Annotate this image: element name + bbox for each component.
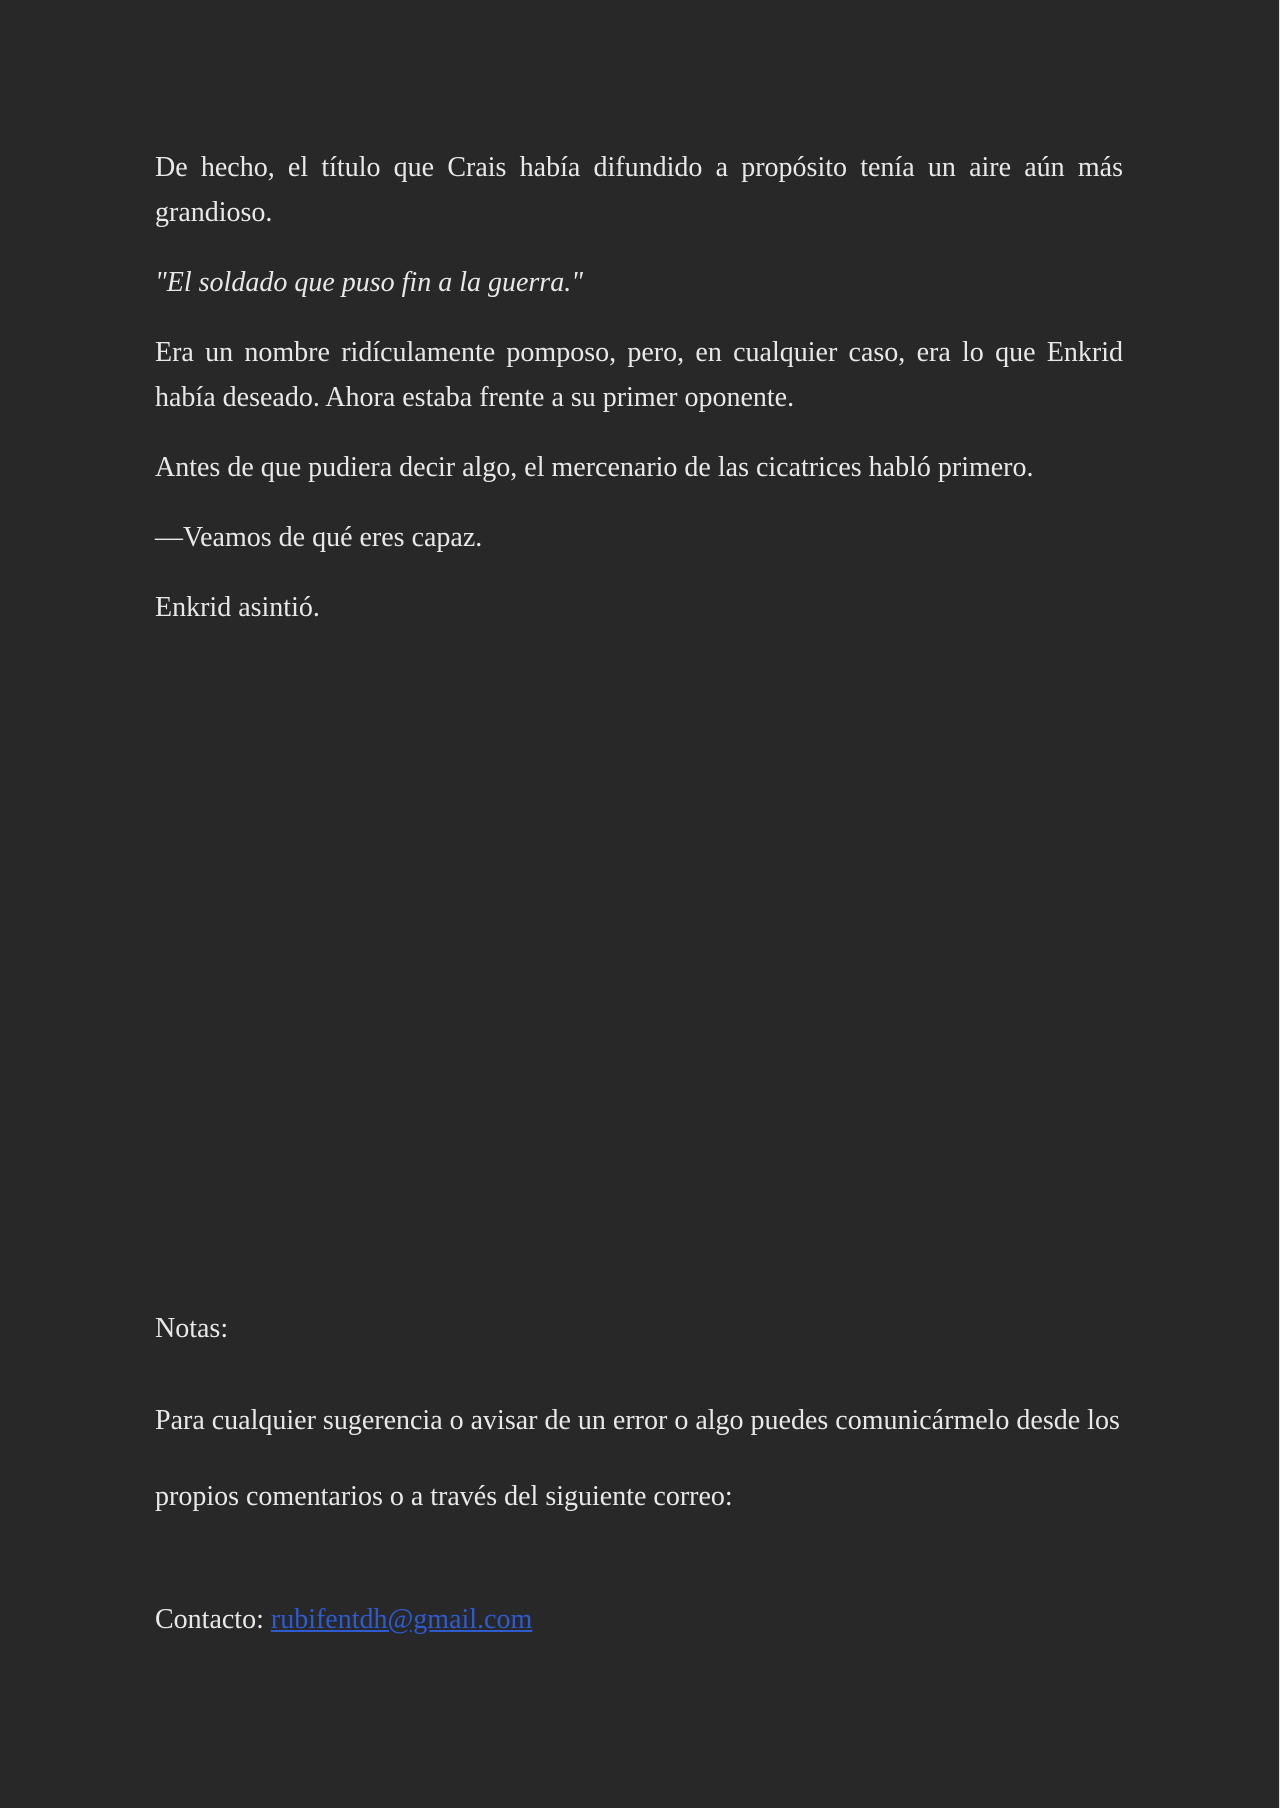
chapter-content bbox=[155, 145, 1123, 655]
paragraph: Era un nombre ridículamente pomposo, pero, en cualquier caso, era lo que Enkrid había deseado. Ahora estaba frente a su primer oponente. bbox=[155, 337, 1123, 413]
contact-label: Contacto: bbox=[155, 1604, 264, 1635]
notes-title: Notas: bbox=[155, 1313, 229, 1344]
paragraph-italic-quote: "El soldado que puso fin a la guerra." bbox=[155, 267, 583, 298]
paragraph: Enkrid asintió. bbox=[155, 592, 320, 623]
paragraph-dialogue: —Veamos de qué eres capaz. bbox=[155, 522, 483, 553]
notes-body: Para cualquier sugerencia o avisar de un error o algo puedes comunicármelo desde los propios comentarios o a través del siguiente correo: bbox=[155, 1405, 1120, 1512]
paragraph: De hecho, el título que Crais había difundido a propósito tenía un aire aún más grandioso. bbox=[155, 152, 1123, 228]
notes-section bbox=[155, 1306, 1123, 1642]
contact-line bbox=[155, 1597, 1123, 1642]
contact-email-link[interactable]: rubifentdh@gmail.com bbox=[270, 1604, 533, 1635]
paragraph: Antes de que pudiera decir algo, el mercenario de las cicatrices habló primero. bbox=[155, 452, 1034, 483]
